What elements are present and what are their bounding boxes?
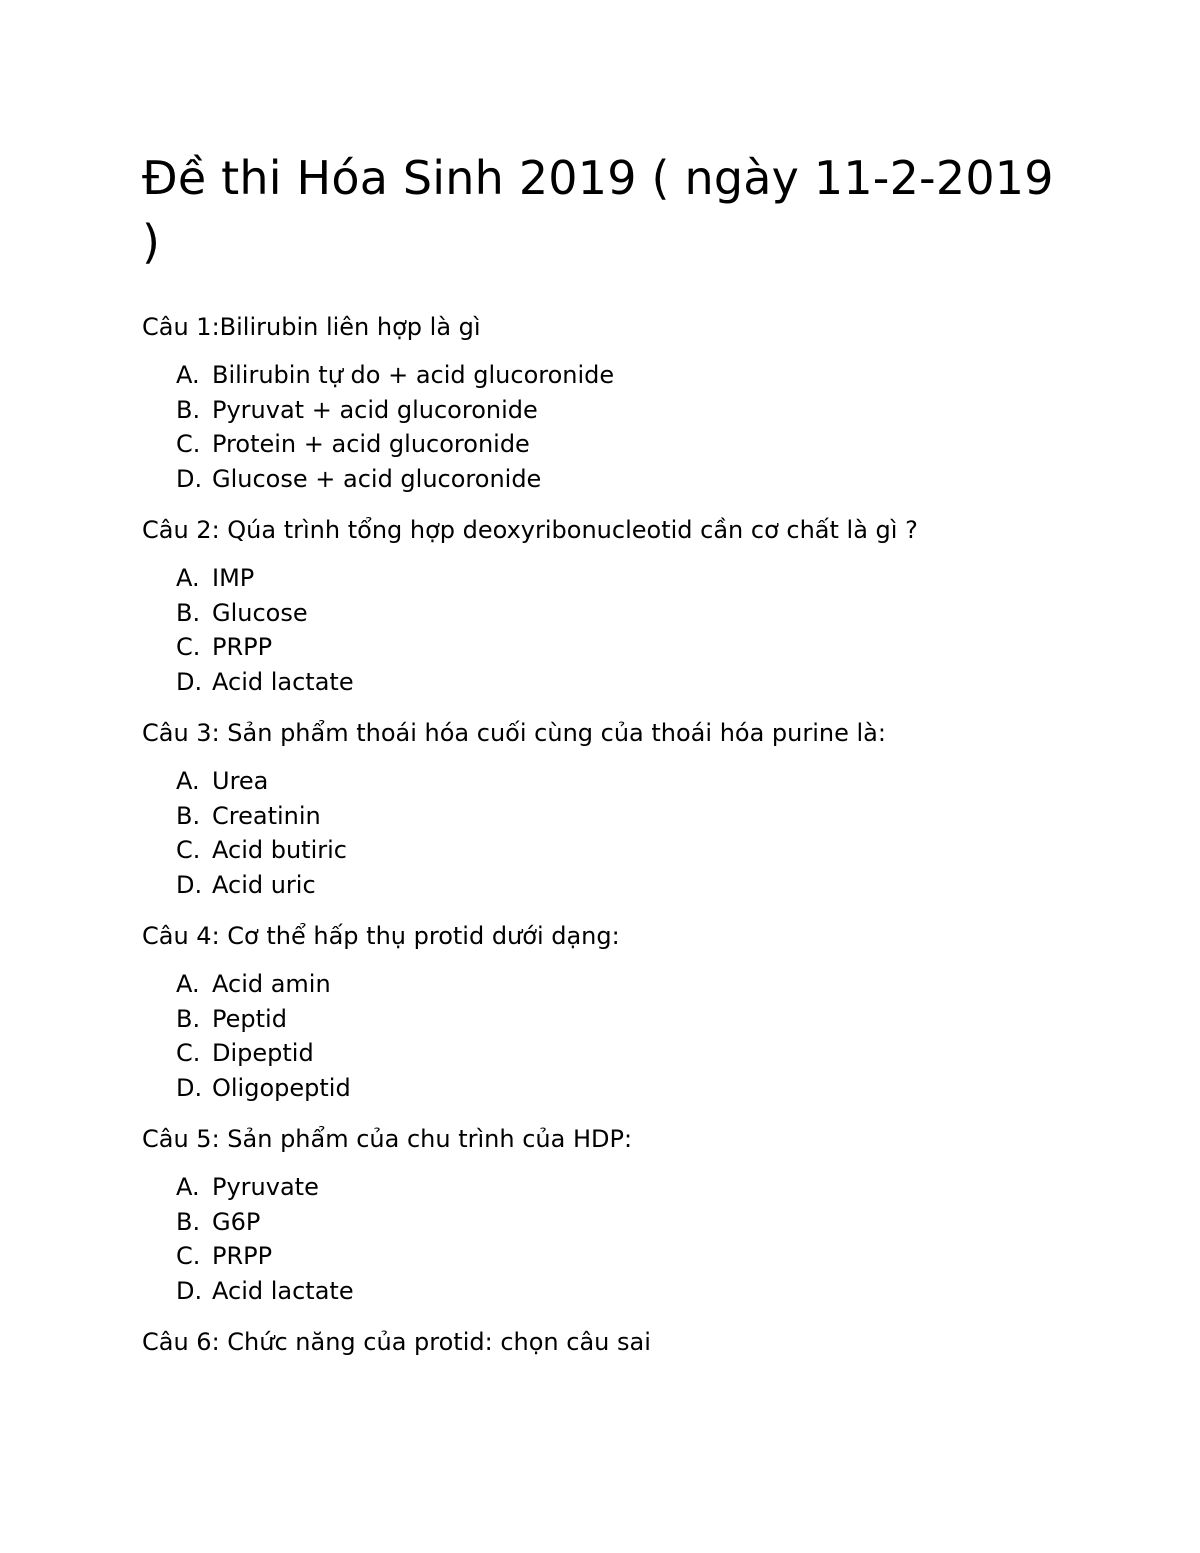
option-text: Oligopeptid (212, 1073, 351, 1102)
option-text: Acid uric (212, 870, 316, 899)
question-text: Câu 3: Sản phẩm thoái hóa cuối cùng của thoái hóa purine là: (142, 719, 886, 747)
option (176, 1002, 1062, 1037)
option-letter: A. (176, 1173, 200, 1201)
question-3 (142, 716, 1062, 902)
option-text: Dipeptid (212, 1039, 314, 1067)
option-text: Acid lactate (212, 1276, 354, 1305)
option-letter: D. (176, 1276, 203, 1305)
option-text: Protein + acid glucoronide (212, 430, 530, 458)
option (176, 1205, 1062, 1240)
option-letter: B. (176, 801, 201, 830)
option-letter: C. (176, 430, 201, 458)
question-text: Câu 6: Chức năng của protid: chọn câu sai (142, 1328, 651, 1356)
option-text: PRPP (212, 633, 273, 661)
option-letter: B. (176, 1207, 201, 1236)
option (176, 1170, 1062, 1205)
option-list (142, 764, 1062, 902)
option (176, 764, 1062, 799)
option-list (142, 561, 1062, 699)
option-text: Acid butiric (212, 836, 347, 864)
option-letter: A. (176, 970, 200, 998)
option (176, 358, 1062, 393)
option-letter: A. (176, 767, 200, 795)
option-letter: B. (176, 395, 201, 424)
option-letter: C. (176, 836, 201, 864)
option (176, 427, 1062, 462)
option (176, 1239, 1062, 1274)
option-text: Acid lactate (212, 667, 354, 696)
option-text: Urea (212, 767, 269, 795)
option-letter: C. (176, 1242, 201, 1270)
option-text: G6P (212, 1207, 261, 1236)
option-text: Acid amin (212, 970, 331, 998)
option-letter: A. (176, 564, 200, 592)
option-letter: D. (176, 667, 203, 696)
option (176, 967, 1062, 1002)
option-text: Pyruvate (212, 1173, 319, 1201)
question-text: Câu 2: Qúa trình tổng hợp deoxyribonucleotid cần cơ chất là gì ? (142, 516, 918, 544)
option-letter: B. (176, 1004, 201, 1033)
option-list (142, 967, 1062, 1105)
option-text: Bilirubin tự do + acid glucoronide (212, 361, 615, 389)
option (176, 833, 1062, 868)
question-text: Câu 4: Cơ thể hấp thụ protid dưới dạng: (142, 922, 620, 950)
question-5 (142, 1122, 1062, 1308)
option-text: Glucose (212, 598, 308, 627)
option (176, 1036, 1062, 1071)
question-2 (142, 513, 1062, 699)
option (176, 799, 1062, 834)
option (176, 393, 1062, 428)
question-1 (142, 310, 1062, 496)
option (176, 561, 1062, 596)
option-letter: C. (176, 1039, 201, 1067)
option-text: PRPP (212, 1242, 273, 1270)
question-4 (142, 919, 1062, 1105)
option (176, 462, 1062, 497)
question-text: Câu 5: Sản phẩm của chu trình của HDP: (142, 1125, 633, 1153)
option-list (142, 1170, 1062, 1308)
option-letter: C. (176, 633, 201, 661)
option-letter: D. (176, 464, 203, 493)
document-title: Đề thi Hóa Sinh 2019 ( ngày 11-2-2019 ) (142, 151, 1054, 269)
document-page (142, 146, 1062, 1373)
option-letter: D. (176, 870, 203, 899)
option (176, 868, 1062, 903)
option (176, 1071, 1062, 1106)
option-letter: D. (176, 1073, 203, 1102)
option-text: Peptid (212, 1004, 287, 1033)
option-letter: A. (176, 361, 200, 389)
option-text: Pyruvat + acid glucoronide (212, 395, 538, 424)
option-text: Creatinin (212, 801, 321, 830)
option (176, 665, 1062, 700)
option-text: IMP (212, 564, 255, 592)
option-list (142, 358, 1062, 496)
question-6 (142, 1325, 1062, 1359)
option (176, 596, 1062, 631)
option-text: Glucose + acid glucoronide (212, 464, 542, 493)
option (176, 1274, 1062, 1309)
option (176, 630, 1062, 665)
option-letter: B. (176, 598, 201, 627)
question-text: Câu 1:Bilirubin liên hợp là gì (142, 313, 481, 341)
